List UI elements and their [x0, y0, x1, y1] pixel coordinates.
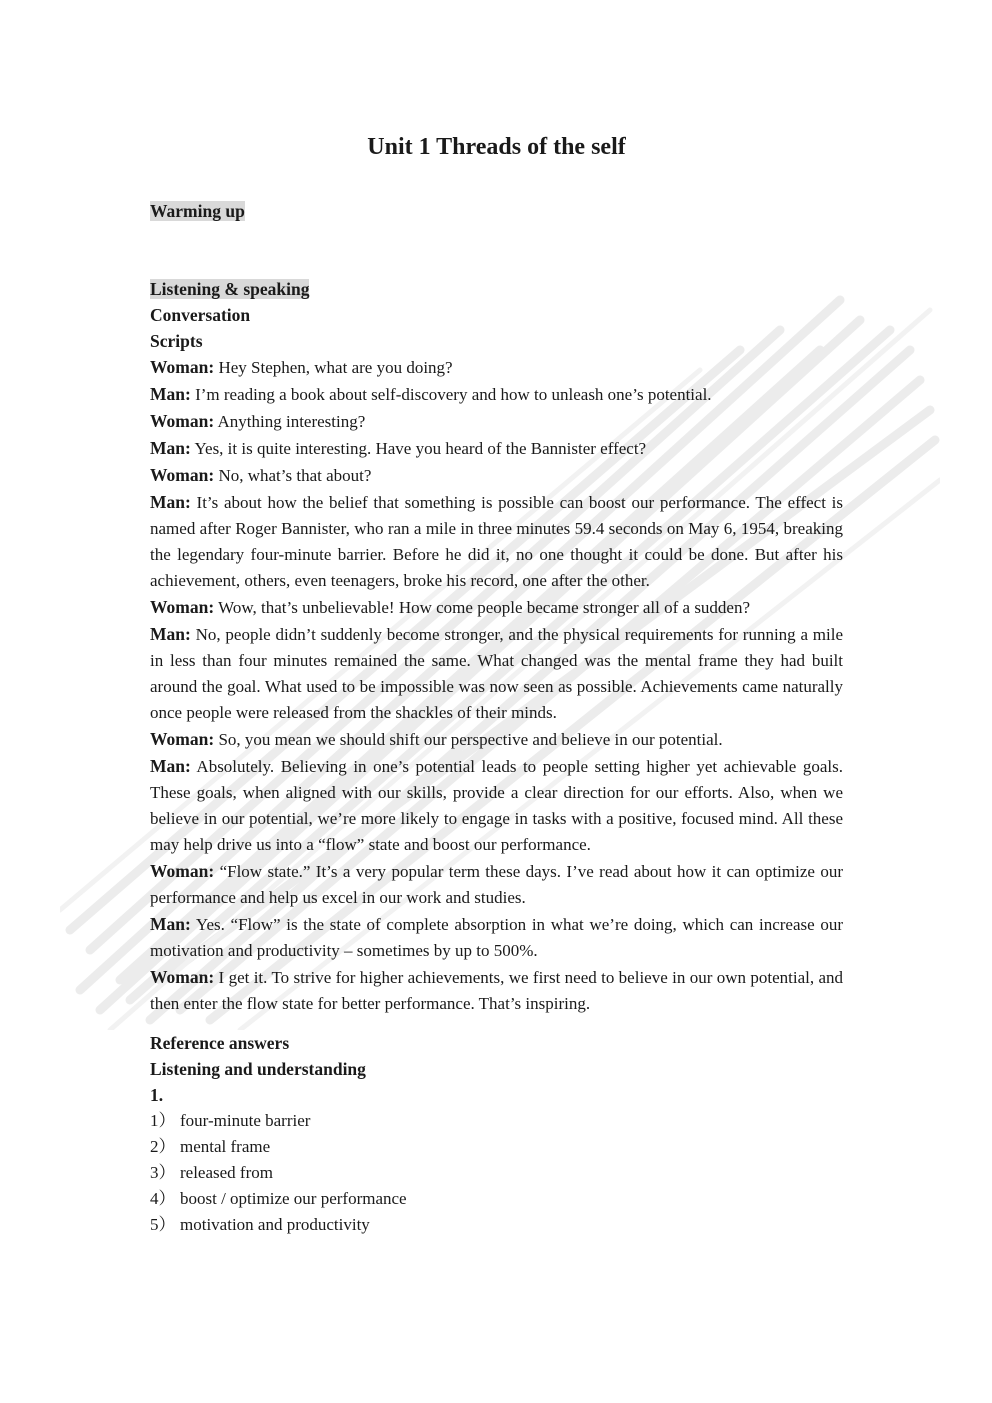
answer-number: 2）	[150, 1137, 176, 1156]
answer-number: 3）	[150, 1163, 176, 1182]
answer-text: mental frame	[180, 1137, 271, 1156]
dialogue-line: Woman: “Flow state.” It’s a very popular term these days. I’ve read about how it can optimize our performance and help us excel in our work and studies.	[150, 861, 843, 907]
listening-section	[150, 276, 843, 1017]
dialogue-line: Man: Yes, it is quite interesting. Have you heard of the Bannister effect?	[150, 438, 647, 458]
answer-item	[150, 1212, 843, 1238]
answer-number: 5）	[150, 1215, 176, 1234]
answer-number: 4）	[150, 1189, 176, 1208]
answers-section	[150, 1030, 843, 1238]
dialogue-line: Man: I’m reading a book about self-discovery and how to unleash one’s potential.	[150, 384, 712, 404]
dialogue-line: Man: No, people didn’t suddenly become stronger, and the physical requirements for running a mile in less than four minutes remained the same. What changed was the mental frame they had built around the goal. What used to be impossible was now seen as possible. Achievements came naturally once people were released from the shackles of their minds.	[150, 624, 843, 722]
answer-text: motivation and productivity	[180, 1215, 370, 1234]
answer-text: boost / optimize our performance	[180, 1189, 407, 1208]
conversation-heading: Conversation	[150, 305, 251, 325]
dialogue-line: Woman: So, you mean we should shift our perspective and believe in our potential.	[150, 729, 723, 749]
dialogue-line: Man: Absolutely. Believing in one’s potential leads to people setting higher yet achievable goals. These goals, when aligned with our skills, provide a clear direction for our efforts. Also, when we believe in our potential, we’re more likely to engage in tasks with a positive, focused mind. All these may help drive us into a “flow” state and boost our performance.	[150, 756, 843, 854]
dialogue-line: Woman: I get it. To strive for higher achievements, we first need to believe in our own potential, and then enter the flow state for better performance. That’s inspiring.	[150, 967, 843, 1013]
answer-item	[150, 1186, 843, 1212]
dialogue-line: Woman: Hey Stephen, what are you doing?	[150, 357, 453, 377]
dialogue-line: Woman: No, what’s that about?	[150, 465, 372, 485]
dialogue-line: Man: Yes. “Flow” is the state of complete absorption in what we’re doing, which can increase our motivation and productivity – sometimes by up to 500%.	[150, 914, 843, 960]
dialogue-line: Man: It’s about how the belief that something is possible can boost our performance. The effect is named after Roger Bannister, who ran a mile in three minutes 59.4 seconds on May 6, 1954, breaking the legendary four-minute barrier. Before he did it, no one thought it could be done. But after his achievement, others, even teenagers, broke his record, one after the other.	[150, 492, 843, 590]
page-title: Unit 1 Threads of the self	[367, 134, 626, 160]
listening-understanding-heading: Listening and understanding	[150, 1059, 366, 1079]
listening-speaking-heading: Listening & speaking	[150, 279, 310, 299]
dialogue-line: Woman: Anything interesting?	[150, 411, 366, 431]
answer-number: 1）	[150, 1111, 176, 1130]
answer-item	[150, 1108, 843, 1134]
answer-text: four-minute barrier	[180, 1111, 311, 1130]
question-number: 1.	[150, 1085, 164, 1105]
dialogue-line: Woman: Wow, that’s unbelievable! How come people became stronger all of a sudden?	[150, 597, 751, 617]
answer-item	[150, 1134, 843, 1160]
reference-answers-heading: Reference answers	[150, 1033, 290, 1053]
warming-up-heading: Warming up	[150, 201, 245, 221]
scripts-heading: Scripts	[150, 331, 203, 351]
answer-text: released from	[180, 1163, 273, 1182]
answer-item	[150, 1160, 843, 1186]
